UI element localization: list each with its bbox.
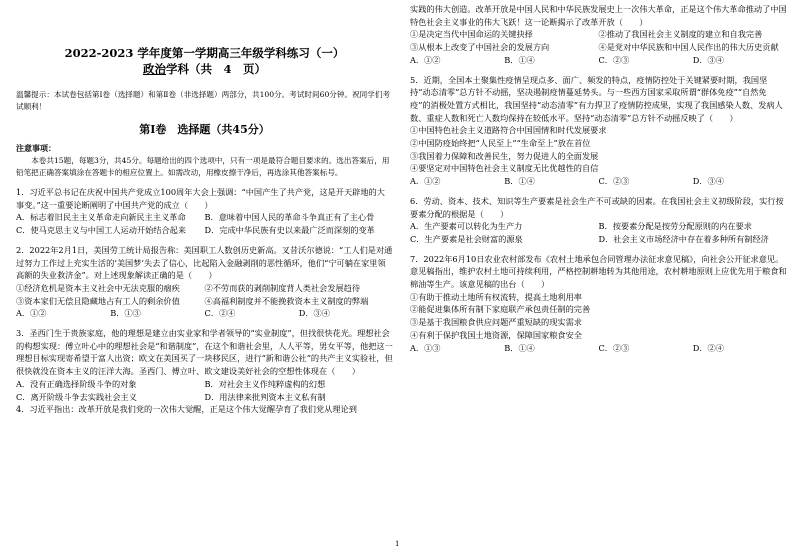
question-4-stem-start: 4．习近平指出：改革开放是我们党的一次伟大觉醒，正是这个伟大觉醒孕育了我们党从理论到 [16, 404, 357, 415]
option-c: C．使马克思主义与中国工人运动开始结合起来 [16, 225, 187, 236]
option-b: B．①③ [110, 308, 141, 319]
answer-options [410, 54, 787, 67]
statement-4: ④要坚定对中国特色社会主义制度无比优越性的自信 [410, 163, 599, 174]
question-7 [410, 253, 787, 355]
option-a: A．没有正确选择阶级斗争的对象 [16, 378, 137, 389]
exam-tip: 温馨提示：本试卷包括第Ⅰ卷（选择题）和第Ⅱ卷（非选择题）两部分，共100分。考试时间60分钟。祝同学们考试顺利！ [16, 90, 391, 112]
option-b: B．意味着中国人民的革命斗争真正有了主心骨 [204, 212, 375, 223]
answer-options [16, 211, 393, 236]
notes-body: 本卷共15题，每题3分，共45分。每题给出的四个选项中，只有一项是最符合题目要求的。选出答案后，用铅笔把正确答案填涂在答题卡的相应位置上。如需改动，用橡皮擦干净后，再选涂其他答案标号。 [16, 155, 390, 177]
subject-name: 政治 [142, 61, 166, 76]
question-stem: 7．2022年6月10日农业农村部发布《农村土地承包合同管理办法征求意见稿》，向社会公开征求意见。意见稿指出，维护农村土地可持续利用，严格控制耕地转为其他用途，农村耕地原则上应优先用于粮食和棉油等生产。该意见稿的出台（ ） [410, 253, 787, 290]
statement-4: ④有利于保护我国土地资源，保障国家粮食安全 [410, 329, 582, 340]
option-a: A．①③ [410, 342, 441, 353]
answer-options [410, 220, 787, 245]
answer-options [410, 175, 787, 188]
exam-subtitle [16, 61, 393, 77]
answer-options [16, 378, 393, 403]
option-a: A．①② [410, 54, 441, 65]
option-d: D．③④ [692, 176, 724, 187]
statement-2: ②推动了我国社会主义制度的建立和自我完善 [598, 29, 763, 40]
question-5 [410, 74, 787, 188]
option-a: A．①② [16, 308, 47, 319]
statement-1: ①是决定当代中国命运的关键抉择 [410, 29, 533, 40]
question-stem: 2．2022年2月1日，美国劳工统计局报告称：美国职工人数创历史新高。叉昔沃尔德说：“工人们是对通过努力工作过上充实生活的‘美国梦’失去了信心，比起陷入金融剥削的恶性循环，他们“宁可躺在家里领高额的失业救济金”。对上述现象解读正确的是（ ） [16, 244, 393, 281]
statement-1: ①经济危机是资本主义社会中无法克服的痼疾 [16, 282, 180, 293]
question-4-stem-continued: 实践的伟大创造。改革开放是中国人民和中华民族发展史上一次伟大革命，正是这个伟大革命推动了中国特色社会主义事业的伟大飞跃！这一论断揭示了改革开放（ ） [410, 4, 787, 27]
question-3 [16, 327, 393, 403]
left-column [16, 0, 393, 416]
option-c: C．②③ [598, 54, 630, 65]
option-d: D．③④ [692, 54, 724, 65]
option-b: B．对社会主义作纯粹虚构的幻想 [204, 378, 326, 389]
option-b: B．①④ [504, 176, 535, 187]
option-b: B．①④ [504, 54, 535, 65]
question-stem: 6．劳动、资本、技术、知识等生产要素是社会生产不可或缺的因素。在我国社会主义初级阶段，实行按要素分配的根据是（ ） [410, 195, 784, 219]
page-count-suffix: 页） [243, 61, 266, 76]
statement-options [16, 282, 393, 307]
notes-heading: 注意事项： [16, 143, 56, 154]
statement-3: ③资本家们无偿且隐藏地占有工人的剩余价值 [16, 295, 180, 306]
exam-title: 2022-2023 学年度第一学期高三年级学科练习（一） [64, 46, 345, 60]
question-stem: 1．习近平总书记在庆祝中国共产党成立100周年大会上强调：“中国产生了共产党，这是开天辟地的大事变。”这一重要论断阐明了中国共产党的成立（ ） [16, 187, 385, 210]
statement-3: ③是基于我国粮食供应问题严重短缺的现实需求 [410, 317, 582, 328]
answer-options [16, 307, 393, 320]
question-6 [410, 195, 787, 246]
option-c: C．离开阶级斗争去实践社会主义 [16, 391, 137, 402]
option-b: B．按要素分配是按劳分配原则的内在要求 [598, 221, 752, 232]
statement-2: ②不劳而获的剥削制度背人类社会发展趋待 [204, 282, 361, 293]
statement-2: ②中国防疫始终把“人民至上”“生命至上”放在首位 [410, 138, 591, 149]
statement-options [410, 28, 787, 53]
option-c: C．②④ [204, 308, 236, 319]
option-a: A．①② [410, 176, 441, 187]
answer-options [410, 342, 787, 355]
option-a: A．标志着旧民主主义革命走向新民主主义革命 [16, 212, 186, 223]
statement-2: ②能促进集体所有制下家庭联产承包责任制的完善 [410, 304, 591, 315]
option-a: A．生产要素可以转化为生产力 [410, 221, 523, 232]
option-d: D．社会主义市场经济中存在着多种所有制经济 [598, 233, 769, 244]
statement-3: ③从根本上改变了中国社会的发展方向 [410, 42, 550, 53]
option-c: C．②③ [598, 176, 630, 187]
statement-3: ③我国着力保障和改善民生，努力促进人的全面发展 [410, 150, 599, 161]
option-d: D．用法律来批判资本主义私有制 [204, 391, 326, 402]
option-d: D．完成中华民族有史以来最广泛而深刻的变革 [204, 225, 375, 236]
page-count: 4 [223, 61, 232, 76]
option-d: D．③④ [298, 308, 330, 319]
option-c: C．生产要素是社会财富的源泉 [410, 233, 523, 244]
question-1 [16, 186, 393, 237]
question-stem: 5．近期，全国本土聚集性疫情呈现点多、面广、频发的特点，疫情防控处于关键紧要时期，我国坚持“动态清零”总方针不动摇，坚决遏制疫情蔓延势头。与一些西方国家采取所谓“群体免疫”“自然免疫”的消极处置方式相比，我国坚持“动态清零”有力捍卫了疫情防控成果，实现了我国感染人数、发病人数、重症人数和死亡人数均保持在较低水平。坚持“动态清零”总方针不动摇反映了（ ） [410, 74, 783, 123]
statement-1: ①有助于推动土地所有权流转，提高土地利用率 [410, 291, 582, 302]
question-stem: 3．圣西门生于贵族家庭，他的理想是建立由实业家和学者领导的“实业制度”，但找很快花光。理想社会的构想实现：傅立叶心中的理想社会是“和谐制度”，在这个和谐社会里，人人平等，男女平等，他把这一理想目标实现寄希望于富人出资；欧文在美国买了一块移民区，进行“新和谐公社”的共产主义实验社，但很快就没在资本主义的汪洋大海。圣西门、傅立叶、欧文建设美好社会的空想性体现在（ ） [16, 328, 393, 377]
option-d: D．②④ [692, 342, 724, 353]
statement-4: ④是党对中华民族和中国人民作出的伟大历史贡献 [598, 42, 779, 53]
statement-4: ④高福利制度并不能挽救资本主义制度的弊端 [204, 295, 369, 306]
option-b: B．①④ [504, 342, 535, 353]
section-heading: 第Ⅰ卷 选择题（共45分） [139, 123, 270, 137]
option-c: C．②③ [598, 342, 630, 353]
right-column [410, 0, 787, 354]
page-number: 1 [395, 540, 400, 548]
statement-1: ①中国特色社会主义道路符合中国国情和时代发展要求 [410, 125, 607, 136]
subject-suffix: 学科（共 [165, 61, 212, 76]
question-2 [16, 244, 393, 320]
